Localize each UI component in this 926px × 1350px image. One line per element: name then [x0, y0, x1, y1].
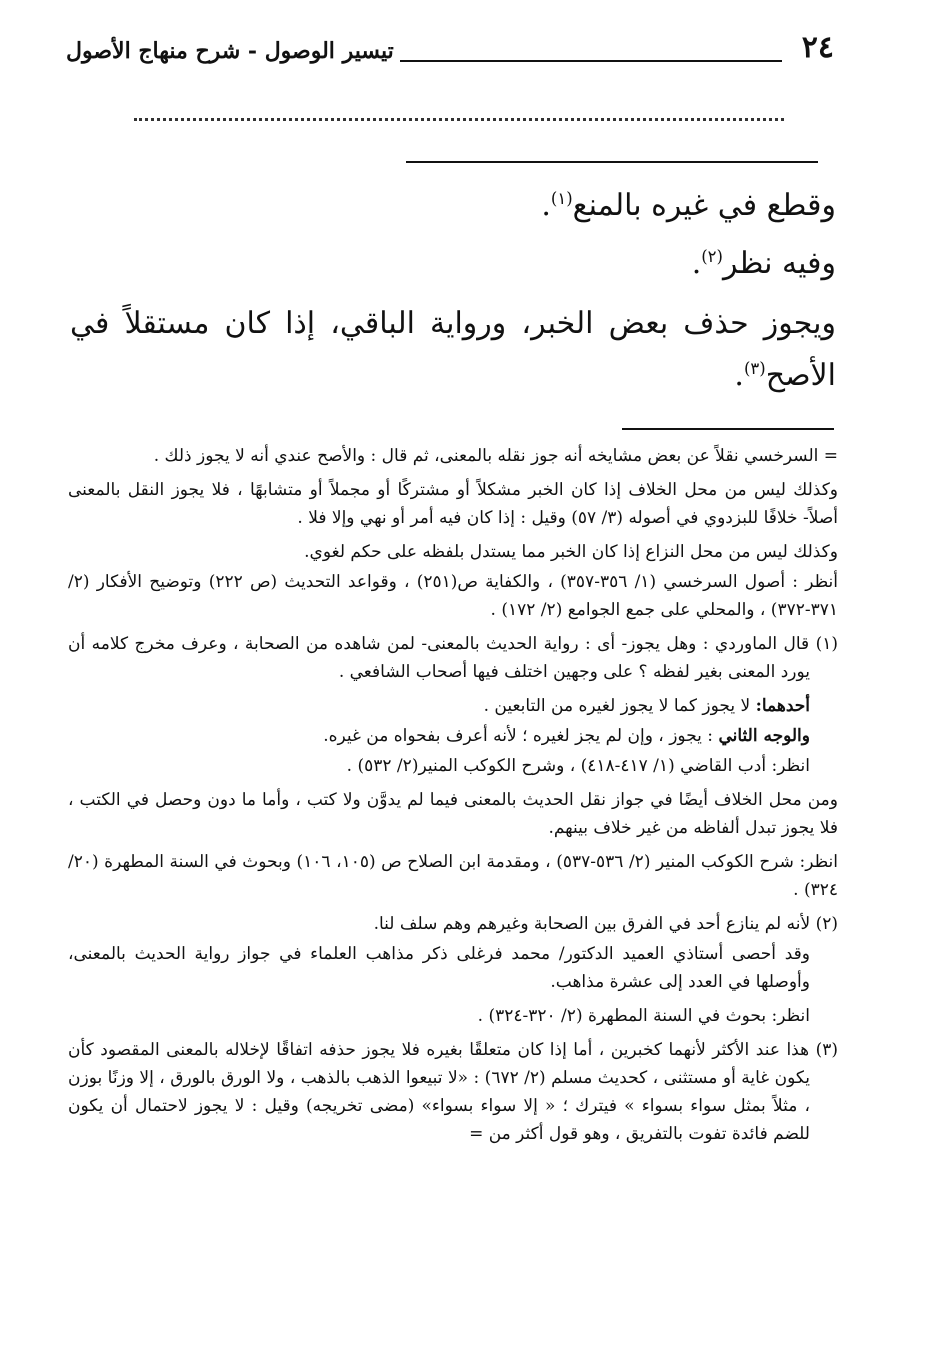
main-text: وفيه نظر [722, 246, 836, 281]
period: . [734, 358, 744, 393]
opinion-text: لا يجوز كما لا يجوز لغيره من التابعين . [483, 696, 751, 716]
main-paragraph-2 [692, 238, 836, 290]
footnote-1 [68, 630, 838, 686]
footnote-continuation: وكذلك ليس من محل الخلاف إذا كان الخبر مشكلاً أو مشتركًا أو مجملاً أو متشابهًا ، فلا يجوز النقل بالمعنى أصلاً- خلافًا للبزدوي في أصوله (٣/ ٥٧) وقيل : إذا كان فيه أمر أو نهي وإلا فلا . [68, 480, 838, 528]
opinion-text: : يجوز ، وإن لم يجز لغيره ؛ لأنه أعرف بفحواه من غيره. [323, 726, 714, 746]
footnote-text: لأنه لم ينازع أحد في الفرق بين الصحابة وغيرهم وهم سلف لنا. [373, 914, 811, 934]
main-text: ويجوز حذف بعض الخبر، ورواية الباقي، إذا كان مستقلاً في الأصح [70, 306, 836, 393]
section-rule [406, 161, 818, 163]
footnote-reference: انظر: شرح الكوكب المنير (٢/ ٥٣٦-٥٣٧) ، ومقدمة ابن الصلاح ص (١٠٥، ١٠٦) وبحوث في السنة المطهرة (٢٠/ ٣٢٤) . [68, 852, 838, 900]
footnote-separator [622, 428, 834, 430]
footnote-number: (٢) [815, 914, 838, 934]
main-paragraph-1 [70, 180, 836, 232]
footnote-1-opinion-1 [68, 692, 838, 720]
footnote-reference: انظر: بحوث في السنة المطهرة (٢/ ٣٢٠-٣٢٤) . [477, 1006, 810, 1026]
footnote-number: (٣) [815, 1040, 838, 1060]
footnote-ref-3: (٣) [743, 359, 766, 378]
footnote-ref-2: (٢) [701, 247, 723, 266]
footnote-reference: انظر: أدب القاضي (١/ ٤١٧-٤١٨) ، وشرح الكوكب المنير(٢/ ٥٣٢) . [346, 756, 810, 776]
period: . [691, 246, 702, 281]
opinion-label: والوجه الثاني [718, 726, 810, 746]
footnote-ref-1: (١) [550, 189, 573, 208]
main-paragraph-3 [70, 298, 836, 402]
footnote-number: (١) [815, 634, 839, 654]
footnote-paragraph: وقد أحصى أستاذي العميد الدكتور/ محمد فرغلى ذكر مذاهب العلماء في جواز رواية الحديث بالمعنى، وأوصلها في العدد إلى عشرة مذاهب. [68, 944, 810, 992]
dotted-ellipsis-divider [134, 118, 784, 121]
page-number: ٢٤ [801, 30, 834, 65]
header-rule [400, 60, 782, 62]
footnote-continuation: = السرخسي نقلاً عن بعض مشايخه أنه جوز نقله بالمعنى، ثم قال : والأصح عندي أنه لا يجوز ذلك . [153, 446, 838, 466]
footnote-1-opinion-2 [68, 722, 838, 750]
footnote-text: هذا عند الأكثر لأنهما كخبرين ، أما إذا كان متعلقًا بغيره فلا يجوز حذفه اتفاقًا لإخلاله بالمعنى المقصود كأن يكون غاية أو مستثنى ، كحديث مسلم (٢/ ٦٧٢) : «لا تبيعوا الذهب بالذهب ، ولا الورق بالورق ، إلا وزنًا بوزن ، مثلاً بمثل سواء بسواء » فيترك ؛ « إلا سواء بسواء» (مضى تخريجه) وقيل : لا يجوز لاحتمال أن يكون للضم فائدة تفوت بالتفريق ، وهو قول أكثر من = [68, 1040, 810, 1144]
footnote-text: قال الماوردي : وهل يجوز- أى : رواية الحديث بالمعنى- لمن شاهده من الصحابة ، وعرف مخرج كلامه أن يورد المعنى بغير لفظه ؟ على وجهين اختلف فيها أصحاب الشافعي . [68, 634, 810, 682]
opinion-label: أحدهما: [755, 696, 810, 716]
footnote-continuation: وكذلك ليس من محل النزاع إذا كان الخبر مما يستدل بلفظه على حكم لغوي. [304, 542, 838, 562]
footnote-reference: أنظر : أصول السرخسي (١/ ٣٥٦-٣٥٧) ، والكفاية ص(٢٥١) ، وقواعد التحديث (ص ٢٢٢) وتوضيح الأفكار (٢/ ٣٧١-٣٧٢) ، والمحلي على جمع الجوامع (٢/ ١٧٢) . [68, 572, 838, 620]
footnote-paragraph: ومن محل الخلاف أيضًا في جواز نقل الحديث بالمعنى فيما لم يدوَّن ولا كتب ، وأما ما دون وحصل في الكتب ، فلا يجوز تبدل ألفاظه من غير خلاف بينهم. [68, 790, 838, 838]
footnote-3 [68, 1036, 838, 1148]
footnotes-section [68, 442, 838, 1154]
period: . [541, 188, 551, 223]
footnote-2 [68, 910, 838, 938]
main-text: وقطع في غيره بالمنع [572, 188, 836, 223]
running-title: تيسير الوصول - شرح منهاج الأصول [66, 38, 394, 64]
